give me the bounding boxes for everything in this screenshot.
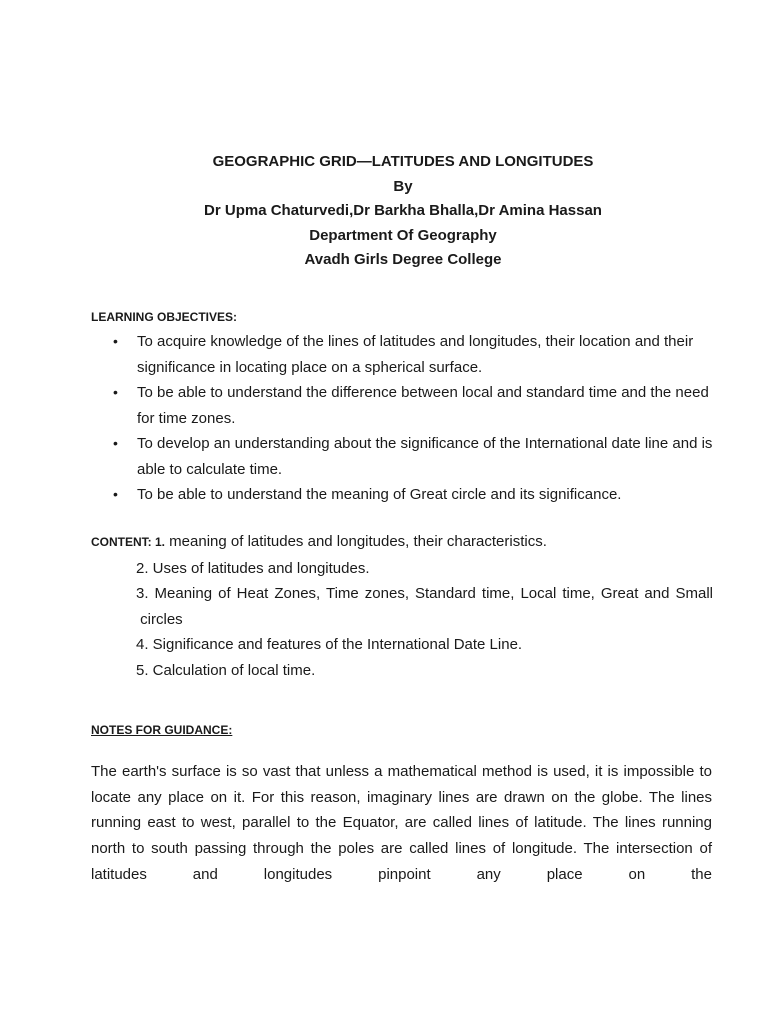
notes-heading: NOTES FOR GUIDANCE: — [91, 723, 233, 737]
bullet-icon: • — [113, 435, 118, 451]
content-section — [91, 529, 713, 683]
learning-objectives-heading: LEARNING OBJECTIVES: — [91, 310, 238, 324]
byline: By — [393, 177, 413, 195]
objective-item — [113, 329, 713, 380]
content-item: 4. Significance and features of the International Date Line. — [136, 636, 523, 653]
notes-paragraph: The earth's surface is so vast that unless a mathematical method is used, it is impossible to locate any place on it. For this reason, imaginary lines are drawn on the globe. The lines running east to west, parallel to the Equator, are called lines of latitude. The lines running north to south passing through the poles are called lines of longitude. The intersection of latitudes and longitudes pinpoint any place on the — [91, 763, 712, 883]
content-first-line — [91, 529, 713, 556]
authors: Dr Upma Chaturvedi,Dr Barkha Bhalla,Dr Amina Hassan — [204, 202, 602, 219]
objective-text: To acquire knowledge of the lines of latitudes and longitudes, their location and their significance in locating place on a spherical surface. — [137, 333, 694, 376]
objective-text: To develop an understanding about the significance of the International date line and is able to calculate time. — [137, 435, 713, 478]
objective-item — [113, 431, 713, 482]
college: Avadh Girls Degree College — [304, 251, 502, 268]
title-block — [0, 150, 768, 273]
content-item-text: meaning of latitudes and longitudes, their characteristics. — [165, 533, 547, 550]
content-item: 3. Meaning of Heat Zones, Time zones, Standard time, Local time, Great and Small circles — [136, 585, 713, 628]
bullet-icon: • — [113, 333, 118, 349]
bullet-icon: • — [113, 486, 118, 502]
objective-text: To be able to understand the meaning of Great circle and its significance. — [137, 486, 622, 503]
department: Department Of Geography — [309, 226, 497, 244]
document-title: GEOGRAPHIC GRID—LATITUDES AND LONGITUDES — [212, 153, 594, 170]
learning-objectives-list — [113, 329, 713, 508]
bullet-icon: • — [113, 384, 118, 400]
objective-item — [113, 482, 713, 508]
objective-item — [113, 380, 713, 431]
content-heading: CONTENT: 1. — [91, 535, 166, 549]
content-item: 5. Calculation of local time. — [136, 661, 316, 679]
content-item: 2. Uses of latitudes and longitudes. — [136, 559, 370, 577]
objective-text: To be able to understand the difference between local and standard time and the need for time zones. — [137, 384, 709, 427]
